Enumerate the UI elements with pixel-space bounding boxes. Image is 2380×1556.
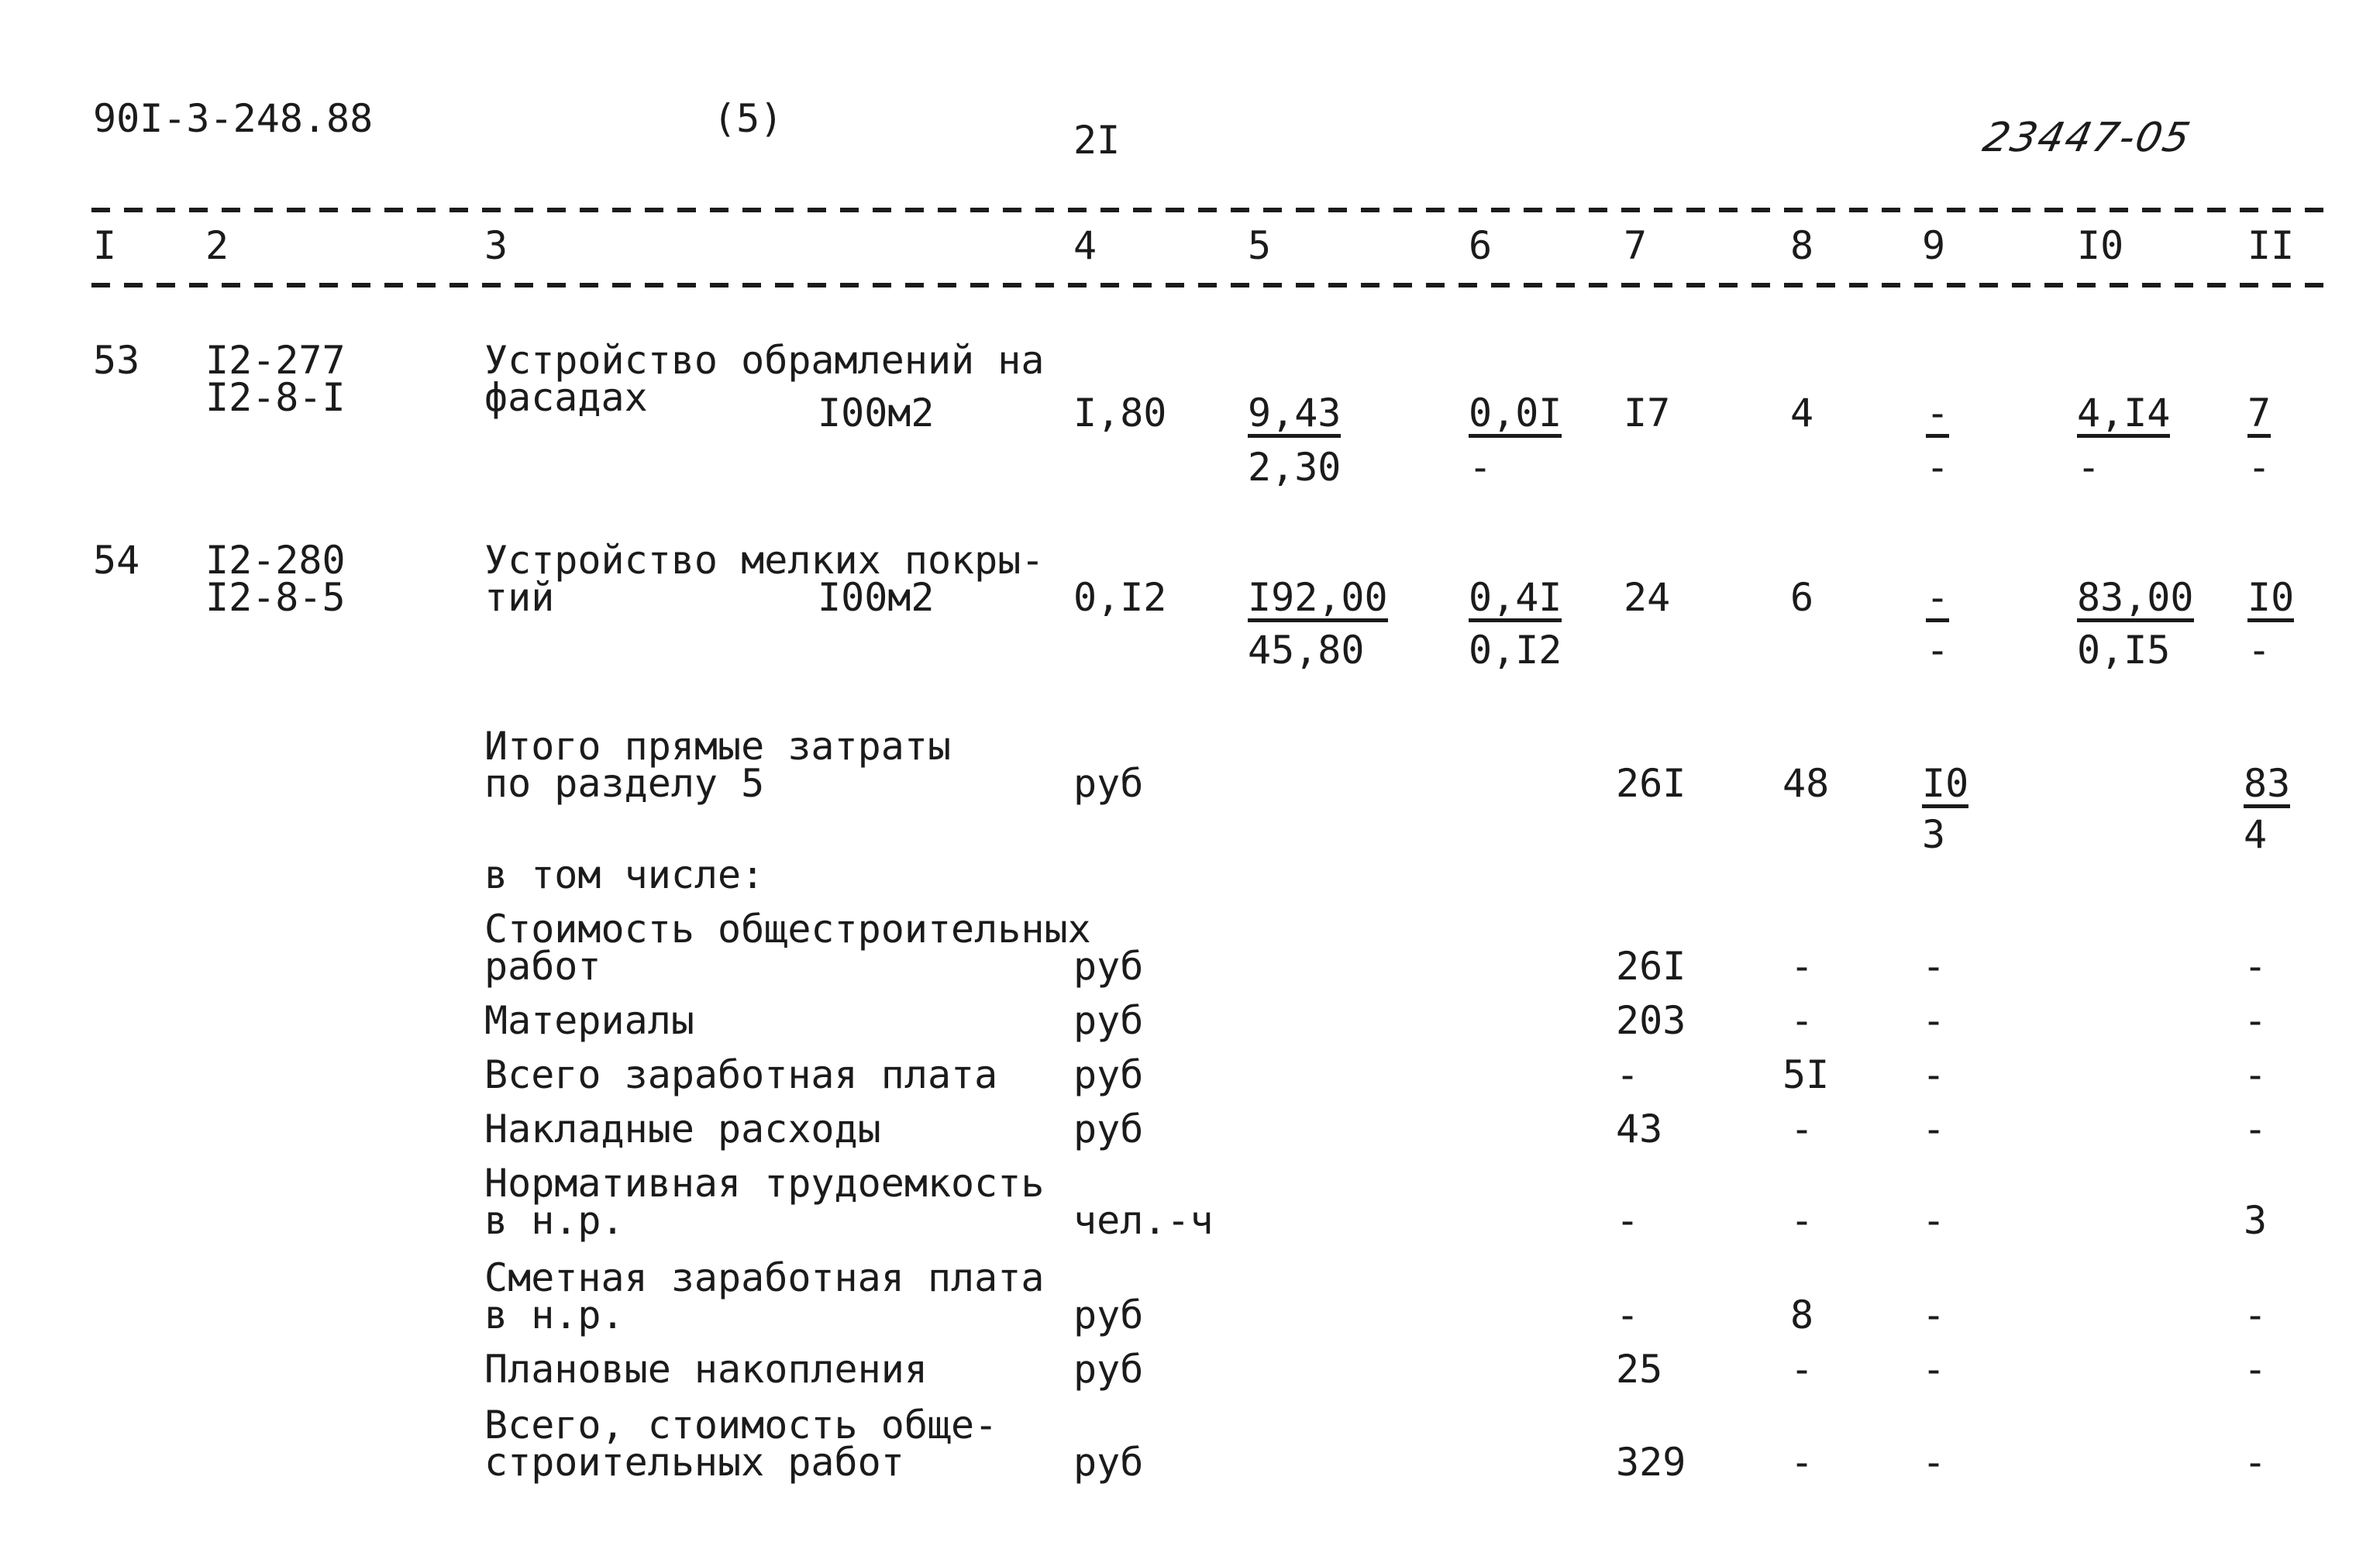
summary-wages: -: [1790, 944, 1814, 989]
summary-wages: -: [1790, 998, 1814, 1043]
labor-per-unit-machines: 0,I5: [2077, 628, 2171, 673]
summary-cost: 26I: [1616, 944, 1686, 989]
summary-label-cont: в н.р.: [484, 1198, 625, 1243]
labor-total-machines: -: [2247, 628, 2272, 673]
col-header-4: 4: [1073, 223, 1097, 268]
labor-per-unit: 4,I4: [2077, 394, 2170, 438]
unit-cost-wages: 2,30: [1248, 445, 1342, 490]
work-description-cont: фасадах: [484, 375, 648, 420]
summary-label: Всего, стоимость обще-: [484, 1403, 998, 1448]
summary-label: Нормативная трудоемкость: [484, 1161, 1045, 1206]
summary-wages: -: [1790, 1440, 1814, 1485]
summary-unit: чел.-ч: [1073, 1198, 1214, 1243]
including-label: в том числе:: [484, 852, 765, 897]
machine-cost: 0,4I: [1469, 578, 1562, 622]
total-label-cont: по разделу 5: [484, 761, 765, 806]
total-wages: 4: [1790, 391, 1814, 435]
total-cost: 26I: [1616, 761, 1686, 806]
summary-machines: -: [1922, 1440, 1946, 1485]
header-top-rule: [91, 208, 2323, 212]
page-number: 2I: [1073, 118, 1121, 163]
summary-labor: -: [2244, 998, 2268, 1043]
work-description: Устройство мелких покры-: [484, 538, 1045, 583]
handwritten-stamp: 23447-05: [1979, 115, 2196, 161]
summary-cost: 203: [1616, 998, 1686, 1043]
total-wages: 6: [1790, 575, 1814, 620]
labor-per-unit: 83,00: [2077, 578, 2194, 622]
machine-cost-wages: 0,I2: [1469, 628, 1562, 673]
labor-total: I0: [2247, 578, 2294, 622]
total-labor-machines: 4: [2244, 812, 2268, 857]
total-machines-wages: -: [1926, 445, 1950, 490]
summary-cost: -: [1616, 1198, 1640, 1243]
unit: I00м2: [818, 391, 935, 435]
total-machines: I0: [1922, 764, 1968, 808]
row-number: 53: [93, 338, 140, 383]
col-header-2: 2: [205, 223, 229, 268]
summary-cost: 329: [1616, 1440, 1686, 1485]
summary-machines: -: [1922, 998, 1946, 1043]
quantity: I,80: [1073, 391, 1167, 435]
machine-cost: 0,0I: [1469, 394, 1562, 438]
total-cost: I7: [1624, 391, 1671, 435]
work-description-cont: тий: [484, 575, 555, 620]
summary-wages: -: [1790, 1198, 1814, 1243]
summary-label: Сметная заработная плата: [484, 1255, 1045, 1300]
quantity: 0,I2: [1073, 575, 1167, 620]
header-bottom-rule: [91, 283, 2323, 287]
summary-label: Плановые накопления: [484, 1347, 928, 1392]
total-machines: -: [1926, 578, 1949, 622]
summary-cost: -: [1616, 1052, 1640, 1097]
summary-unit: руб: [1073, 1293, 1144, 1337]
unit: I00м2: [818, 575, 935, 620]
summary-wages: -: [1790, 1347, 1814, 1392]
total-cost: 24: [1624, 575, 1671, 620]
summary-labor: -: [2244, 1107, 2268, 1152]
summary-label: Материалы: [484, 998, 694, 1043]
summary-cost: 25: [1616, 1347, 1663, 1392]
summary-labor: -: [2244, 1293, 2268, 1337]
summary-machines: -: [1922, 944, 1946, 989]
col-header-11: II: [2247, 223, 2295, 268]
summary-unit: руб: [1073, 998, 1144, 1043]
summary-machines: -: [1922, 1293, 1946, 1337]
col-header-6: 6: [1469, 223, 1493, 268]
labor-per-unit-machines: -: [2077, 445, 2101, 490]
unit-cost: 9,43: [1248, 394, 1341, 438]
summary-wages: 5I: [1782, 1052, 1830, 1097]
section-number: (5): [713, 96, 784, 141]
norm-code-secondary: I2-8-I: [205, 375, 346, 420]
summary-label: Стоимость общестроительных: [484, 907, 1091, 952]
summary-wages: -: [1790, 1107, 1814, 1152]
summary-labor: -: [2244, 1440, 2268, 1485]
summary-machines: -: [1922, 1198, 1946, 1243]
norm-code-secondary: I2-8-5: [205, 575, 346, 620]
unit-cost: I92,00: [1248, 578, 1388, 622]
col-header-5: 5: [1248, 223, 1272, 268]
labor-total-machines: -: [2247, 445, 2272, 490]
total-machines: -: [1926, 394, 1949, 438]
summary-label-cont: в н.р.: [484, 1293, 625, 1337]
col-header-1: I: [93, 223, 117, 268]
summary-unit: руб: [1073, 1107, 1144, 1152]
summary-machines: -: [1922, 1107, 1946, 1152]
summary-label-cont: работ: [484, 944, 601, 989]
work-description: Устройство обрамлений на: [484, 338, 1045, 383]
summary-cost: 43: [1616, 1107, 1663, 1152]
unit-cost-wages: 45,80: [1248, 628, 1365, 673]
total-label: Итого прямые затраты: [484, 724, 952, 769]
summary-labor: -: [2244, 1052, 2268, 1097]
summary-labor: -: [2244, 1347, 2268, 1392]
summary-label: Накладные расходы: [484, 1107, 881, 1152]
summary-labor: -: [2244, 944, 2268, 989]
machine-cost-wages: -: [1469, 445, 1493, 490]
summary-labor: 3: [2244, 1198, 2268, 1243]
norm-code: I2-277: [205, 338, 346, 383]
summary-unit: руб: [1073, 1052, 1144, 1097]
summary-wages: 8: [1790, 1293, 1814, 1337]
summary-machines: -: [1922, 1052, 1946, 1097]
summary-label: Всего заработная плата: [484, 1052, 998, 1097]
labor-total: 7: [2247, 394, 2271, 438]
total-machines-wages: 3: [1922, 812, 1946, 857]
summary-unit: руб: [1073, 944, 1144, 989]
col-header-8: 8: [1790, 223, 1814, 268]
summary-label-cont: строительных работ: [484, 1440, 904, 1485]
summary-cost: -: [1616, 1293, 1640, 1337]
col-header-10: I0: [2077, 223, 2124, 268]
col-header-9: 9: [1922, 223, 1946, 268]
summary-unit: руб: [1073, 1347, 1144, 1392]
col-header-7: 7: [1624, 223, 1648, 268]
row-number: 54: [93, 538, 140, 583]
summary-machines: -: [1922, 1347, 1946, 1392]
document-code: 90I-3-248.88: [93, 96, 374, 141]
total-wages: 48: [1782, 761, 1830, 806]
norm-code: I2-280: [205, 538, 346, 583]
total-labor: 83: [2244, 764, 2290, 808]
col-header-3: 3: [484, 223, 508, 268]
summary-unit: руб: [1073, 1440, 1144, 1485]
total-unit: руб: [1073, 761, 1144, 806]
total-machines-wages: -: [1926, 628, 1950, 673]
